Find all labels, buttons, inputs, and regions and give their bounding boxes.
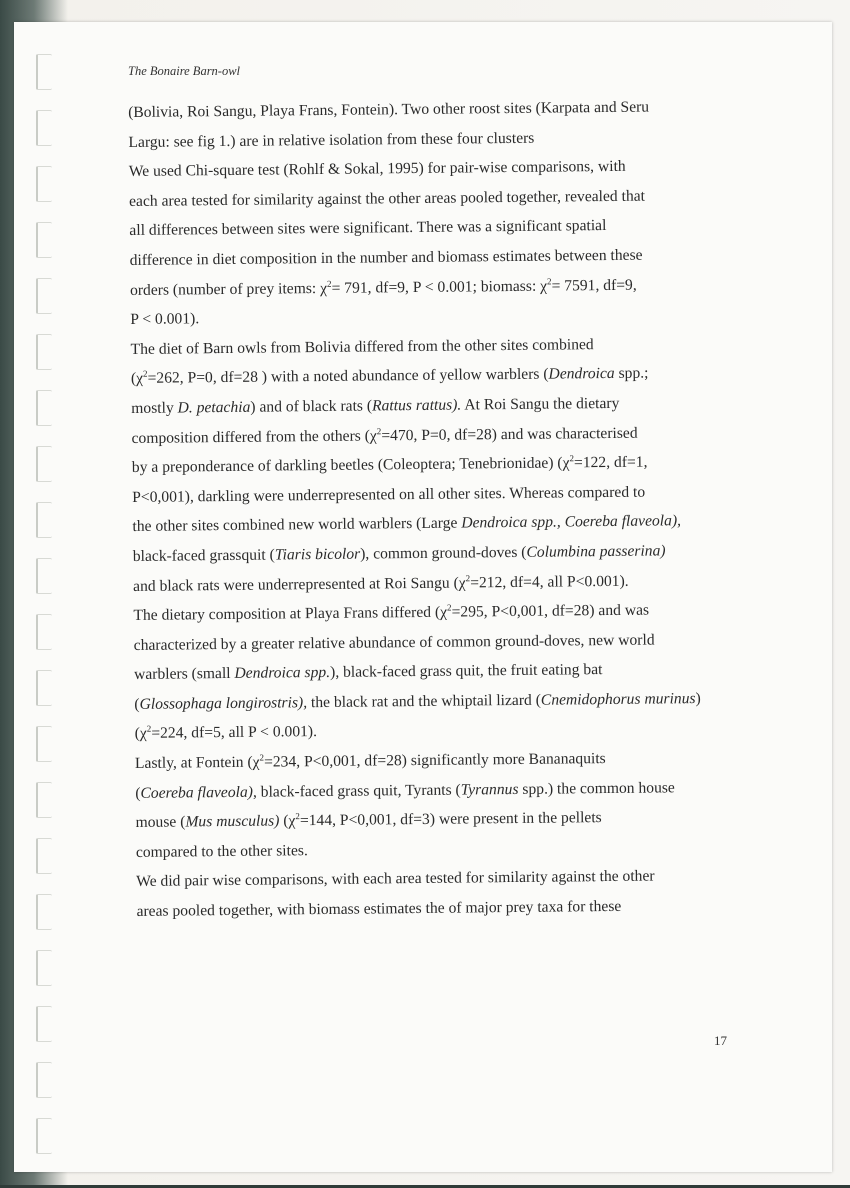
superscript: 2	[142, 368, 148, 380]
italic-text: Columbina passerina)	[526, 542, 666, 561]
text-line	[133, 536, 733, 572]
italic-text: Dendroica spp., Coereba flaveola),	[461, 512, 682, 532]
binding-hole	[36, 670, 52, 706]
text-segment: ) and of black rats (	[250, 397, 373, 416]
text-segment: =212, df=4, all P<0.001).	[470, 572, 629, 591]
italic-text: Coereba flaveola)	[140, 783, 254, 802]
italic-text: Glossophaga longirostris),	[139, 694, 308, 713]
italic-text: Mus musculus)	[185, 812, 280, 831]
italic-text: Dendroica	[548, 365, 615, 383]
text-segment: =122, df=1,	[573, 453, 648, 472]
text-segment: spp.) the common house	[518, 778, 675, 798]
binding-hole	[36, 1062, 52, 1098]
text-segment: The dietary composition at Playa Frans differed (χ	[133, 603, 448, 625]
binding-hole	[36, 1118, 52, 1154]
text-segment: P<0,001), darkling were underrepresented on all other sites. Whereas compared to	[132, 483, 646, 506]
binding-hole	[36, 614, 52, 650]
text-segment: =262, P=0, df=28 ) with a noted abundance of yellow warblers (	[147, 365, 549, 388]
binding-hole	[36, 110, 52, 146]
text-segment: the black rat and the whiptail lizard (	[306, 691, 541, 712]
text-segment: areas pooled together, with biomass estimates the of major prey taxa for these	[136, 897, 622, 920]
binding-hole	[36, 166, 52, 202]
text-segment: each area tested for similarity against the other areas pooled together, revealed that	[128, 187, 646, 210]
running-header: The Bonaire Barn-owl	[128, 64, 241, 78]
text-segment: mostly	[131, 399, 178, 417]
text-segment: At Roi Sangu the dietary	[461, 394, 620, 414]
text-segment: orders (number of prey items: χ	[129, 279, 328, 299]
text-segment: Largu: see fig 1.) are in relative isolation from these four clusters	[128, 129, 535, 151]
italic-text: Tyrannus	[460, 780, 519, 799]
superscript: 2	[376, 425, 382, 436]
binding-hole	[36, 726, 52, 762]
binding-hole	[36, 1006, 52, 1042]
text-segment: by a preponderance of darkling beetles (Coleoptera; Tenebrionidae) (χ	[131, 454, 570, 477]
text-line	[130, 240, 730, 276]
binding-hole	[36, 222, 52, 258]
text-line	[131, 358, 731, 394]
italic-text: Cnemidophorus murinus	[540, 689, 696, 709]
text-segment: (χ	[279, 812, 296, 830]
text-segment: spp.;	[614, 364, 649, 383]
superscript: 2	[326, 278, 332, 289]
text-segment: (χ	[134, 725, 147, 743]
text-segment: ), black-faced grass quit, the fruit eating bat	[329, 661, 603, 682]
italic-text: Tiaris bicolor	[274, 545, 361, 564]
binding-hole	[36, 278, 52, 314]
text-segment: (	[135, 784, 141, 802]
binding-holes	[36, 48, 56, 1188]
body-text	[128, 92, 737, 927]
text-segment: characterized by a greater relative abundance of common ground-doves, new world	[133, 631, 655, 654]
binding-hole	[36, 894, 52, 930]
binding-hole	[36, 390, 52, 426]
superscript: 2	[546, 275, 552, 286]
binding-hole	[36, 334, 52, 370]
italic-text: D. petachia	[177, 398, 251, 417]
superscript: 2	[465, 572, 471, 583]
text-segment: We did pair wise comparisons, with each area tested for similarity against the other	[136, 867, 655, 891]
text-segment: warblers (small	[133, 665, 235, 684]
superscript: 2	[259, 752, 265, 763]
text-segment: the other sites combined new world warblers (Large	[132, 514, 462, 536]
binding-hole	[36, 838, 52, 874]
italic-text: Rattus rattus).	[371, 396, 462, 415]
superscript: 2	[295, 811, 300, 822]
text-segment: (	[134, 695, 140, 713]
binding-hole	[36, 782, 52, 818]
text-segment: ), common ground-doves (	[360, 543, 527, 563]
binding-hole	[36, 446, 52, 482]
text-segment: )	[695, 689, 701, 707]
text-segment: = 7591, df=9,	[551, 276, 637, 295]
text-segment: composition differed from the others (χ	[131, 426, 377, 447]
text-segment: We used Chi-square test (Rohlf & Sokal, 1995) for pair-wise comparisons, with	[128, 157, 626, 181]
superscript: 2	[146, 724, 152, 735]
text-segment: difference in diet composition in the number and biomass estimates between these	[129, 246, 643, 269]
text-segment: Lastly, at Fontein (χ	[134, 753, 260, 773]
binding-hole	[36, 558, 52, 594]
italic-text: Dendroica spp.	[234, 664, 331, 683]
text-segment: =470, P=0, df=28) and was characterised	[381, 424, 638, 444]
binding-hole	[36, 502, 52, 538]
text-segment: (χ	[130, 370, 144, 388]
text-line	[128, 92, 728, 128]
text-segment: = 791, df=9, P < 0.001; biomass: χ	[331, 277, 548, 297]
text-segment: , black-faced grass quit, Tyrants (	[252, 781, 461, 801]
text-segment: (Bolivia, Roi Sangu, Playa Frans, Fontein). Two other roost sites (Karpata and Seru	[128, 98, 650, 121]
text-segment: =295, P<0,001, df=28) and was	[451, 601, 650, 621]
binding-hole	[36, 950, 52, 986]
text-segment: mouse (	[135, 813, 186, 832]
text-line	[136, 861, 736, 897]
binding-hole	[36, 54, 52, 90]
text-segment: =144, P<0,001, df=3) were present in the pellets	[299, 809, 602, 830]
text-segment: and black rats were underrepresented at Roi Sangu (χ	[133, 573, 466, 595]
superscript: 2	[569, 453, 575, 464]
superscript: 2	[446, 602, 452, 613]
text-segment: =224, df=5, all P < 0.001).	[151, 723, 318, 743]
text-line	[136, 891, 736, 927]
text-segment: =234, P<0,001, df=28) significantly more Bananaquits	[263, 750, 606, 771]
text-segment: P < 0.001).	[130, 310, 200, 329]
text-segment: compared to the other sites.	[135, 842, 308, 861]
text-segment: The diet of Barn owls from Bolivia differed from the other sites combined	[130, 335, 594, 358]
text-segment: all differences between sites were significant. There was a significant spatial	[129, 217, 607, 240]
text-segment: black-faced grassquit (	[132, 546, 275, 565]
page-number: 17	[714, 1033, 727, 1048]
